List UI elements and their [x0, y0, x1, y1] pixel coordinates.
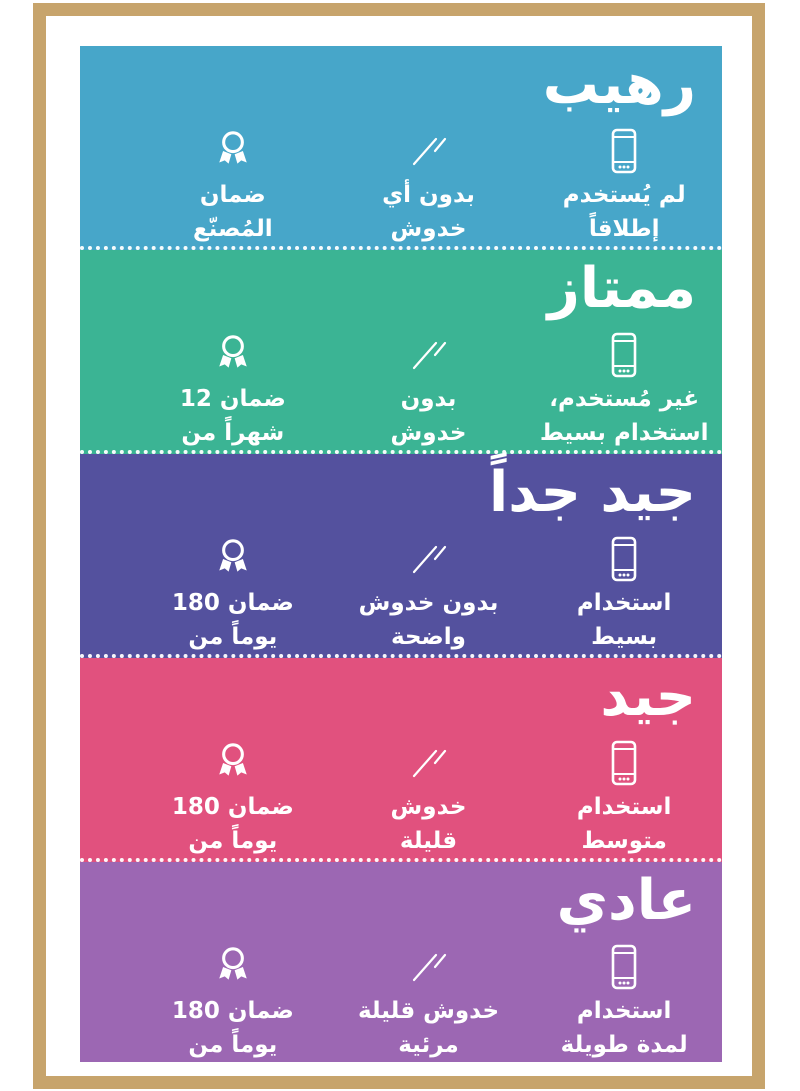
scratches-line-2: مرئية: [398, 1032, 459, 1058]
grade-title: عادي: [556, 868, 696, 933]
grade-columns: [80, 934, 722, 1062]
phone-icon: [611, 328, 637, 382]
warranty-column: [135, 124, 331, 246]
scratches-line-2: خدوش: [390, 216, 467, 242]
usage-line-1: غير مُستخدم،: [549, 386, 700, 412]
condition-grades-poster: [80, 46, 722, 1058]
medal-icon: [212, 736, 254, 790]
scratches-line-2: قليلة: [399, 828, 458, 854]
scratches-line-1: بدون خدوش: [358, 590, 499, 616]
medal-icon: [212, 940, 254, 994]
grade-band-aadi: [80, 862, 722, 1062]
scratches-column: [331, 940, 527, 1062]
usage-line-1: استخدام: [576, 998, 672, 1024]
scratches-line-1: بدون: [400, 386, 457, 412]
warranty-column: [135, 736, 331, 858]
usage-line-2: إطلاقاً: [588, 216, 660, 242]
grade-band-raheeb: [80, 46, 722, 250]
warranty-line-1: ضمان 12: [179, 386, 286, 412]
grade-columns: [80, 730, 722, 858]
warranty-line-1: ضمان 180: [171, 998, 294, 1024]
scratches-line-2: واضحة: [391, 624, 466, 650]
warranty-column: [135, 532, 331, 654]
scratch-icon: [407, 940, 451, 994]
warranty-line-2: يوماً من: [188, 624, 278, 650]
phone-icon: [611, 940, 637, 994]
scratches-line-2: خدوش: [390, 420, 467, 446]
usage-line-1: استخدام: [576, 794, 672, 820]
usage-column: [526, 532, 722, 654]
grade-title: جيد: [600, 664, 696, 729]
grade-columns: [80, 118, 722, 246]
warranty-line-1: ضمان: [199, 182, 266, 208]
grade-band-jayyid: [80, 658, 722, 862]
warranty-line-2: شهراً من: [181, 420, 285, 446]
grade-title: جيد جداً: [489, 460, 696, 525]
medal-icon: [212, 328, 254, 382]
usage-line-2: لمدة طويلة: [560, 1032, 688, 1058]
scratch-icon: [407, 328, 451, 382]
usage-line-2: بسيط: [591, 624, 658, 650]
medal-icon: [212, 532, 254, 586]
phone-icon: [611, 532, 637, 586]
grade-columns: [80, 322, 722, 450]
scratches-line-1: بدون أي: [382, 182, 475, 208]
scratches-line-1: خدوش: [390, 794, 467, 820]
scratches-column: [331, 124, 527, 246]
usage-column: [526, 736, 722, 858]
warranty-column: [135, 328, 331, 450]
scratch-icon: [407, 532, 451, 586]
scratch-icon: [407, 736, 451, 790]
usage-line-2: متوسط: [581, 828, 667, 854]
phone-icon: [611, 736, 637, 790]
grade-title: رهيب: [542, 52, 696, 117]
phone-icon: [611, 124, 637, 178]
medal-icon: [212, 124, 254, 178]
warranty-line-2: يوماً من: [188, 1032, 278, 1058]
warranty-column: [135, 940, 331, 1062]
grade-band-jayyid-jiddan: [80, 454, 722, 658]
warranty-line-1: ضمان 180: [171, 794, 294, 820]
warranty-line-2: المُصنّع: [192, 216, 273, 242]
usage-line-2: استخدام بسيط: [539, 420, 709, 446]
scratches-line-1: خدوش قليلة: [357, 998, 500, 1024]
usage-line-1: لم يُستخدم: [562, 182, 686, 208]
scratches-column: [331, 532, 527, 654]
warranty-line-1: ضمان 180: [171, 590, 294, 616]
grade-band-mumtaz: [80, 250, 722, 454]
scratches-column: [331, 736, 527, 858]
usage-line-1: استخدام: [576, 590, 672, 616]
usage-column: [526, 940, 722, 1062]
scratches-column: [331, 328, 527, 450]
usage-column: [526, 328, 722, 450]
grade-title: ممتاز: [547, 256, 696, 321]
scratch-icon: [407, 124, 451, 178]
usage-column: [526, 124, 722, 246]
warranty-line-2: يوماً من: [188, 828, 278, 854]
grade-columns: [80, 526, 722, 654]
